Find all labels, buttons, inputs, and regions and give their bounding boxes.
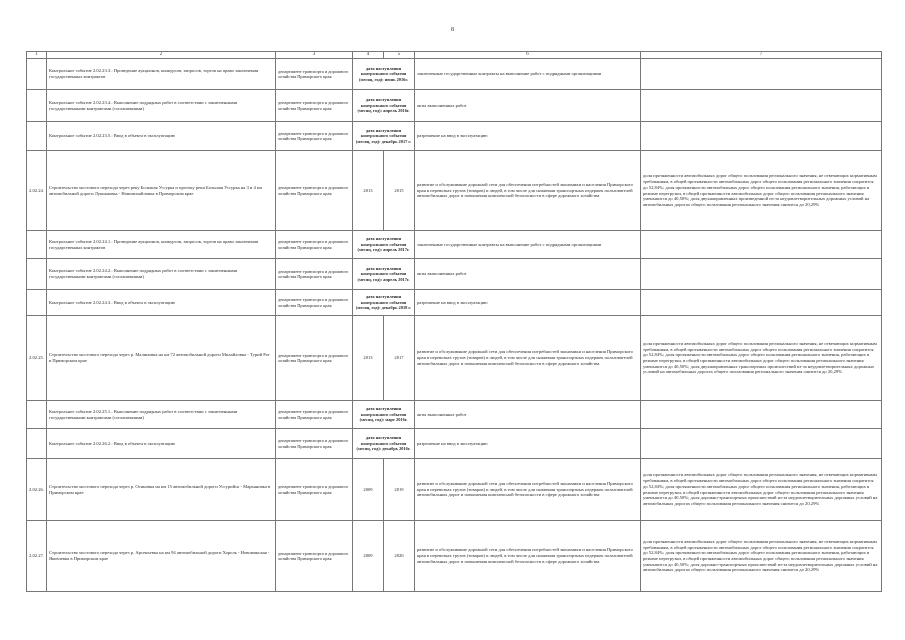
control-event-row bbox=[27, 429, 882, 459]
expected-result: заключенные государственные контракты на выполнение работ с подрядными организациями bbox=[415, 59, 641, 90]
start-year: 2009 bbox=[353, 459, 384, 521]
executor: департамент транспорта и дорожного хозяйства Приморского края bbox=[276, 59, 353, 90]
measure-row bbox=[27, 316, 882, 401]
row-code bbox=[27, 429, 47, 459]
expected-result: разрешение на ввод в эксплуатацию bbox=[415, 122, 641, 151]
row-code bbox=[27, 401, 47, 429]
executor: департамент транспорта и дорожного хозяйства Приморского края bbox=[276, 316, 353, 401]
control-event-row bbox=[27, 231, 882, 259]
row-code bbox=[27, 90, 47, 122]
expected-result: развитие и обслуживание дорожной сети для обеспечения потребностей экономики и населения Приморского края в перевозках грузов (товаров) и людей, в том числе для снижения транспортных издержек пользователей автомобильных дорог и повышения комплексной безопасности в сфере дорожного хозяйства bbox=[415, 521, 641, 592]
executor: департамент транспорта и дорожного хозяйства Приморского края bbox=[276, 459, 353, 521]
measure-code: 2.02.27. bbox=[27, 521, 47, 592]
row-code bbox=[27, 290, 47, 316]
column-number: 3 bbox=[276, 52, 353, 59]
indicator bbox=[641, 231, 882, 259]
measure-code: 2.02.25. bbox=[27, 316, 47, 401]
expected-result: акты выполненных работ bbox=[415, 401, 641, 429]
event-name: Контрольное событие 2.02.23.4.: Выполнение подрядных работ в соответствии с заключенными государственными контрактами (соглашениями) bbox=[47, 90, 276, 122]
event-name: Контрольное событие 2.02.24.2.: Выполнение подрядных работ в соответствии с заключенными государственными контрактами (соглашениями) bbox=[47, 259, 276, 290]
measure-name: Строительство мостового перехода через р. Арсеньевка на км 94 автомобильной дороги Хороль - Новоминская - Яковлевка в Приморском крае bbox=[47, 521, 276, 592]
event-name: Контрольное событие 2.02.25.1.: Выполнение подрядных работ в соответствии с заключенными государственными контрактами (соглашениями) bbox=[47, 401, 276, 429]
measure-row bbox=[27, 151, 882, 231]
row-code bbox=[27, 59, 47, 90]
executor: департамент транспорта и дорожного хозяйства Приморского края bbox=[276, 122, 353, 151]
column-number: 1 bbox=[27, 52, 47, 59]
event-date: дата наступления контрольного события (месяц, год): апрель 2017г. bbox=[353, 231, 415, 259]
indicator bbox=[641, 290, 882, 316]
expected-result: разрешение на ввод в эксплуатацию bbox=[415, 290, 641, 316]
control-event-row bbox=[27, 122, 882, 151]
expected-result: развитие и обслуживание дорожной сети для обеспечения потребностей экономики и населения Приморского края в перевозках грузов (товаров) и людей, в том числе для снижения транспортных издержек пользователей автомобильных дорог и повышения комплексной безопасности в сфере дорожного хозяйства bbox=[415, 316, 641, 401]
end-year: 2020 bbox=[384, 521, 415, 592]
start-year: 2013 bbox=[353, 316, 384, 401]
row-code bbox=[27, 122, 47, 151]
measures-table bbox=[26, 51, 882, 592]
measure-name: Строительство мостового перехода через р. Малиновка на км 72 автомобильной дороги Михайловка - Турий Рог в Приморском крае bbox=[47, 316, 276, 401]
executor: департамент транспорта и дорожного хозяйства Приморского края bbox=[276, 231, 353, 259]
event-date: дата наступления контрольного события (месяц, год): апрель 2016г. bbox=[353, 90, 415, 122]
expected-result: заключенные государственные контракты на выполнение работ с подрядными организациями bbox=[415, 231, 641, 259]
indicator bbox=[641, 401, 882, 429]
indicator: доля протяженности автомобильных дорог общего пользования регионального значения, не отвечающих нормативным требованиям, в общей протяженности автомобильных дорог общего пользования регионального значения сократится до 52,84%; доля протяженности автомобильных дорог общего пользования регионального значения, работающих в режиме перегрузки, в общей протяженности автомобильных дорог общего пользования регионального значения уменьшится до 40,50%; доля дорожно-транспортных происшествий из-за неудовлетворительных дорожных условий на автомобильных дорогах общего пользования регионального значения снизится до 20,29% bbox=[641, 521, 882, 592]
executor: департамент транспорта и дорожного хозяйства Приморского края bbox=[276, 259, 353, 290]
expected-result: развитие и обслуживание дорожной сети для обеспечения потребностей экономики и населения Приморского края в перевозках грузов (товаров) и людей, в том числе для снижения транспортных издержек пользователей автомобильных дорог и повышения комплексной безопасности в сфере дорожного хозяйства bbox=[415, 459, 641, 521]
measure-code: 2.02.24. bbox=[27, 151, 47, 231]
column-number: 6 bbox=[415, 52, 641, 59]
event-date: дата наступления контрольного события (месяц, год): декабрь 2016г. bbox=[353, 429, 415, 459]
event-date: дата наступления контрольного события (месяц, год): декабрь 2017 г. bbox=[353, 122, 415, 151]
indicator: доля протяженности автомобильных дорог общего пользования регионального значения, не отвечающих нормативным требованиям, в общей протяженности автомобильных дорог общего пользования регионального значения сократится до 52,84%; доля протяженности автомобильных дорог общего пользования регионального значения, работающих в режиме перегрузки, в общей протяженности автомобильных дорог общего пользования регионального значения уменьшится до 40,50%; доля двухнаправленных произведенной из-за неудовлетворительных дорожных условий на автомобильных дорогах общего пользования регионального значения снизится до 20,29% bbox=[641, 151, 882, 231]
event-date: дата наступления контрольного события (месяц, год): март 2016г. bbox=[353, 401, 415, 429]
control-event-row bbox=[27, 401, 882, 429]
indicator: доля протяженности автомобильных дорог общего пользования регионального значения, не отвечающих нормативным требованиям, в общей протяженности автомобильных дорог общего пользования регионального значения сократится до 52,84%; доля протяженности автомобильных дорог общего пользования регионального значения, работающих в режиме перегрузки, в общей протяженности автомобильных дорог общего пользования регионального значения уменьшится до 40,50%; доля двухнаправленных транспортных происшествий из-за неудовлетворительных дорожных условий на автомобильных дорогах общего пользования регионального значения снизится до 20,29% bbox=[641, 316, 882, 401]
expected-result: акты выполненных работ bbox=[415, 90, 641, 122]
control-event-row bbox=[27, 59, 882, 90]
indicator bbox=[641, 59, 882, 90]
expected-result: разрешение на ввод в эксплуатацию bbox=[415, 429, 641, 459]
measure-row bbox=[27, 459, 882, 521]
end-year: 2017 bbox=[384, 316, 415, 401]
indicator: доля протяженности автомобильных дорог общего пользования регионального значения, не отвечающих нормативным требованиям, в общей протяженности автомобильных дорог общего пользования регионального значения сократится до 52,84%; доля протяженности автомобильных дорог общего пользования регионального значения, работающих в режиме перегрузки, в общей протяженности автомобильных дорог общего пользования регионального значения уменьшится до 40,50%; доля дорожно-транспортных происшествий из-за неудовлетворительных дорожных условий на автомобильных дорогах общего пользования регионального значения снизится до 20,29% bbox=[641, 459, 882, 521]
event-date: дата наступления контрольного события (месяц, год): июнь 2016г. bbox=[353, 59, 415, 90]
end-year: 2019 bbox=[384, 459, 415, 521]
executor: департамент транспорта и дорожного хозяйства Приморского края bbox=[276, 151, 353, 231]
column-number: 4 bbox=[353, 52, 384, 59]
event-name: Контрольное событие 2.02.26.2.: Ввод в объекта в эксплуатацию bbox=[47, 429, 276, 459]
start-year: 2013 bbox=[353, 151, 384, 231]
measure-row bbox=[27, 521, 882, 592]
measure-name: Строительство мостового перехода через р. Осиновка на км 15 автомобильной дороги Уссурийск - Марьяновка в Приморском крае bbox=[47, 459, 276, 521]
end-year: 2015 bbox=[384, 151, 415, 231]
indicator bbox=[641, 429, 882, 459]
event-date: дата наступления контрольного события (месяц, год): апрель 2017г. bbox=[353, 259, 415, 290]
page-number: 8 bbox=[451, 27, 454, 33]
control-event-row bbox=[27, 290, 882, 316]
event-name: Контрольное событие 2.02.23.5.: Ввод в объекта в эксплуатацию bbox=[47, 122, 276, 151]
expected-result: развитие и обслуживание дорожной сети для обеспечения потребностей экономики и населения Приморского края в перевозках грузов (товаров) и людей, в том числе для снижения транспортных издержек пользователей автомобильных дорог и повышения комплексной безопасности в сфере дорожного хозяйства bbox=[415, 151, 641, 231]
indicator bbox=[641, 259, 882, 290]
row-code bbox=[27, 259, 47, 290]
column-number-row bbox=[27, 52, 882, 59]
event-name: Контрольное событие 2.02.24.1.: Проведение аукционов, конкурсов, запросов, торгов на право заключения государственных контрактов bbox=[47, 231, 276, 259]
column-number: 7 bbox=[641, 52, 882, 59]
event-name: Контрольное событие 2.02.24.3.: Ввод в объекта в эксплуатацию bbox=[47, 290, 276, 316]
expected-result: акты выполненных работ bbox=[415, 259, 641, 290]
executor: департамент транспорта и дорожного хозяйства Приморского края bbox=[276, 429, 353, 459]
column-number: 5 bbox=[384, 52, 415, 59]
measure-name: Строительство мостового перехода через реку Большая Уссурка и протоку реки Большая Уссурка на 3 и 4 км автомобильной дороги Лукьяновка - Новомихайловка в Приморском крае bbox=[47, 151, 276, 231]
control-event-row bbox=[27, 90, 882, 122]
event-date: дата наступления контрольного события (месяц, год): декабрь 2018 г. bbox=[353, 290, 415, 316]
control-event-row bbox=[27, 259, 882, 290]
start-year: 2009 bbox=[353, 521, 384, 592]
executor: департамент транспорта и дорожного хозяйства Приморского края bbox=[276, 521, 353, 592]
indicator bbox=[641, 90, 882, 122]
executor: департамент транспорта и дорожного хозяйства Приморского края bbox=[276, 401, 353, 429]
row-code bbox=[27, 231, 47, 259]
event-name: Контрольное событие 2.02.23.3.: Проведение аукционов, конкурсов, запросов, торгов на право заключения государственных контрактов bbox=[47, 59, 276, 90]
executor: департамент транспорта и дорожного хозяйства Приморского края bbox=[276, 90, 353, 122]
column-number: 2 bbox=[47, 52, 276, 59]
indicator bbox=[641, 122, 882, 151]
executor: департамент транспорта и дорожного хозяйства Приморского края bbox=[276, 290, 353, 316]
measure-code: 2.02.26. bbox=[27, 459, 47, 521]
